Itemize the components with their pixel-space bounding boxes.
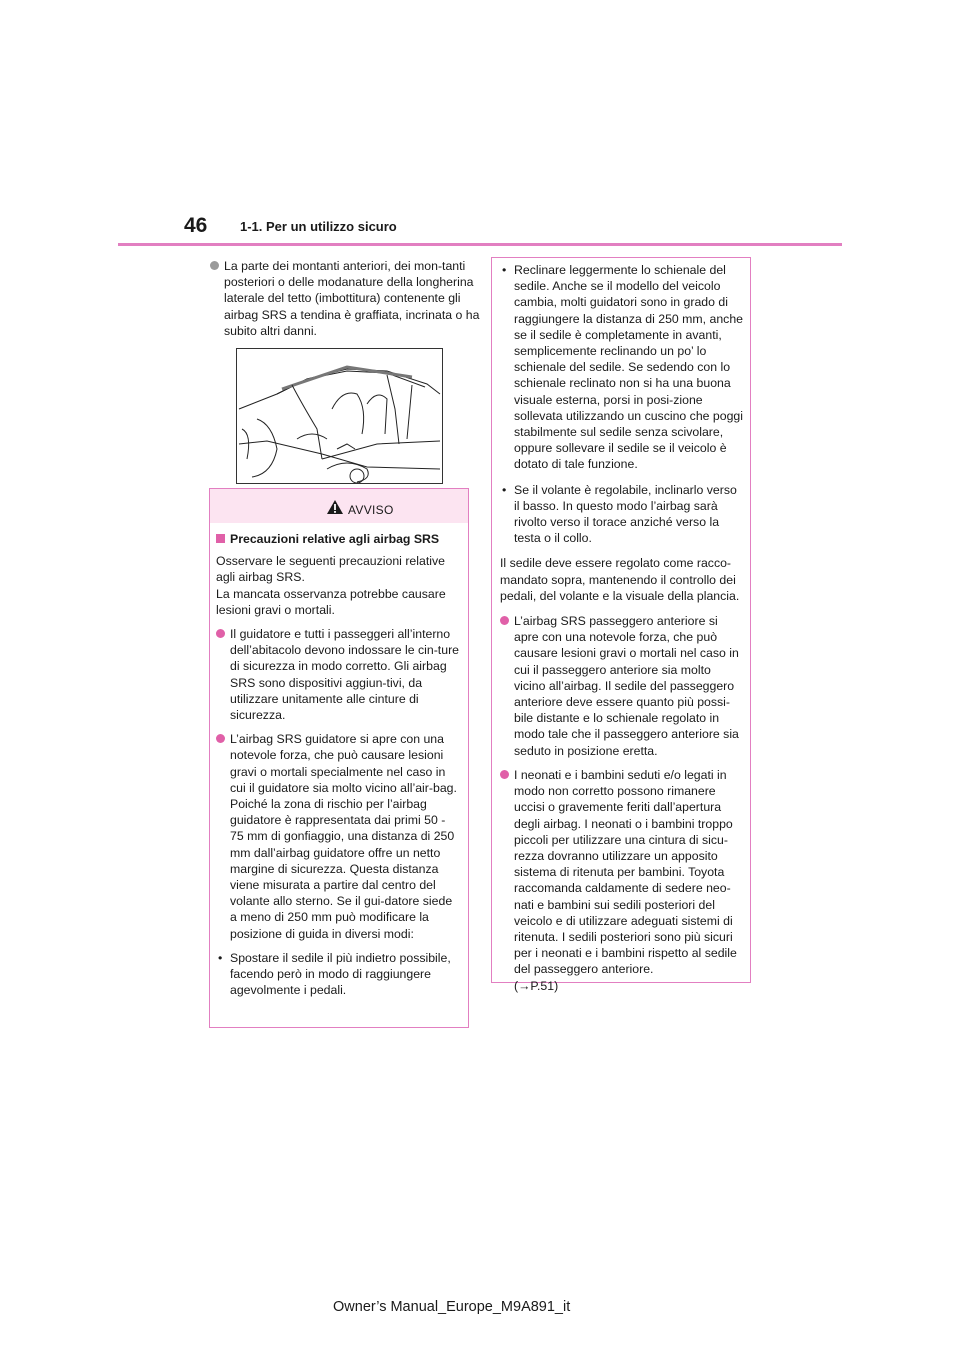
- warning-dot-item: [216, 950, 462, 999]
- continued-paragraph: Il sedile deve essere regolato come racco-mandato sopra, mantenendo il controllo dei pedali, del volante e la visuale della plancia.: [500, 556, 740, 603]
- footer-text: Owner’s Manual_Europe_M9A891_it: [333, 1299, 571, 1315]
- dot-bullet-icon: •: [218, 950, 223, 965]
- square-bullet-icon: [216, 534, 225, 543]
- continued-dot-item: [500, 262, 744, 473]
- warning-subheading: [216, 531, 462, 547]
- pink-bullet-icon: [500, 616, 509, 625]
- warning-bullet-text: L’airbag SRS guidatore si apre con una notevole forza, che può causare lesioni gravi o mortali specialmente nel caso in cui il guidatore sia molto vicino all’air-bag. Poiché la zona di rischio per l’airbag guidatore è rappresentata dai primi 50 - 75 mm di gonfiaggio, una distanza di 250 mm dall’airbag guidatore offre un netto margine di sicurezza. Questa distanza viene misurata a partire dal centro del volante allo sterno. Se il gui-datore siede a meno di 250 mm può modificare la posizione di guida in diversi modi:: [230, 732, 457, 941]
- continued-bullet-text: L’airbag SRS passeggero anteriore si apre con una notevole forza, che può causare lesioni gravi o mortali nel caso in cui il passeggero anteriore sia molto vicino all’airbag. Il sedile del passeggero anteriore deve essere quanto più possi-bile distante e lo schienale regolato in modo tale che il passeggero anteriore sia seduto in posizione eretta.: [514, 614, 739, 758]
- warning-intro-line: La mancata osservanza potrebbe causare lesioni gravi o mortali.: [216, 586, 446, 617]
- header-rule: [118, 243, 842, 246]
- continued-dot-text: Se il volante è regolabile, inclinarlo verso il basso. In questo modo l’airbag sarà rivolto verso il torace anziché verso la testa o il collo.: [514, 482, 737, 546]
- page-reference-link[interactable]: (→P.51): [514, 978, 559, 993]
- dot-bullet-icon: •: [502, 482, 507, 497]
- warning-box: [209, 488, 469, 1028]
- warning-subheading-text: Precauzioni relative agli airbag SRS: [230, 532, 440, 546]
- warning-continued-body: [500, 262, 744, 1002]
- warning-triangle-icon: [326, 499, 344, 515]
- dot-bullet-icon: •: [502, 263, 507, 277]
- intro-bullet-text: La parte dei montanti anteriori, dei mon-tanti posteriori o delle modanature della longherina laterale del tetto (imbottitura) contenente gli airbag SRS a tendina è graffiata, incrinata o ha subito altri danni.: [224, 259, 480, 338]
- warning-bullet-item: [216, 626, 462, 723]
- pink-bullet-icon: [216, 734, 225, 743]
- continued-bullet-item: [500, 767, 744, 994]
- page-number: 46: [184, 214, 208, 237]
- warning-intro-line: Osservare le seguenti precauzioni relative agli airbag SRS.: [216, 554, 445, 585]
- warning-body: [216, 531, 462, 1007]
- warning-dot-text: Spostare il sedile il più indietro possibile, facendo però in modo di raggiungere agevolmente i pedali.: [230, 950, 451, 998]
- pink-bullet-icon: [216, 629, 225, 638]
- continued-dot-item: [500, 482, 744, 547]
- intro-bullet-item: [210, 258, 486, 339]
- warning-bullet-item: [216, 731, 462, 942]
- car-interior-drawing: [237, 349, 442, 483]
- warning-header: [210, 489, 468, 523]
- warning-bullet-text: Il guidatore e tutti i passeggeri all’interno dell’abitacolo devono indossare le cin-ture di sicurezza in modo corretto. Gli airbag SRS sono dispositivi aggiun-tivi, da utilizzare unitamente alle cinture di sicurezza.: [230, 627, 459, 723]
- warning-title: AVVISO: [348, 503, 394, 517]
- continued-dot-text: Reclinare leggermente lo schienale del sedile. Anche se il modello del veicolo cambia, molti guidatori sono in grado di raggiungere la distanza di 250 mm, anche se il sedile è completamente in avanti, semplicemente reclinando un po’ lo schienale del sedile. Se sedendo con lo schienale reclinato non si ha una buona visuale esterna, porsi in posi-zione sollevata utilizzando un cuscino che poggi stabilmente sul sedile senza scivolare, oppure sollevare il sedile se il veicolo è dotato di tale funzione.: [514, 263, 744, 472]
- continued-bullet-item: [500, 613, 744, 759]
- grey-bullet-icon: [210, 261, 219, 270]
- warning-continued-box: [491, 257, 751, 993]
- curtain-airbag-illustration: [236, 348, 443, 484]
- pink-bullet-icon: [500, 770, 509, 779]
- section-title: 1-1. Per un utilizzo sicuro: [240, 219, 397, 234]
- continued-bullet-text: I neonati e i bambini seduti e/o legati in modo non corretto possono rimanere uccisi o gravemente feriti dall’apertura degli airbag. I neonati o i bambini troppo piccoli per utilizzare una cintura di sicu-rezza dovranno utilizzare un apposito sistema di ritenuta per bambini. Toyota raccomanda caldamente di sedere neo-nati e bambini sui sedili posteriori del veicolo e di utilizzare adeguati sistemi di ritenuta. I sedili posteriori sono più sicuri per i neonati e i bambini rispetto al sedile del passeggero anteriore.: [514, 767, 737, 977]
